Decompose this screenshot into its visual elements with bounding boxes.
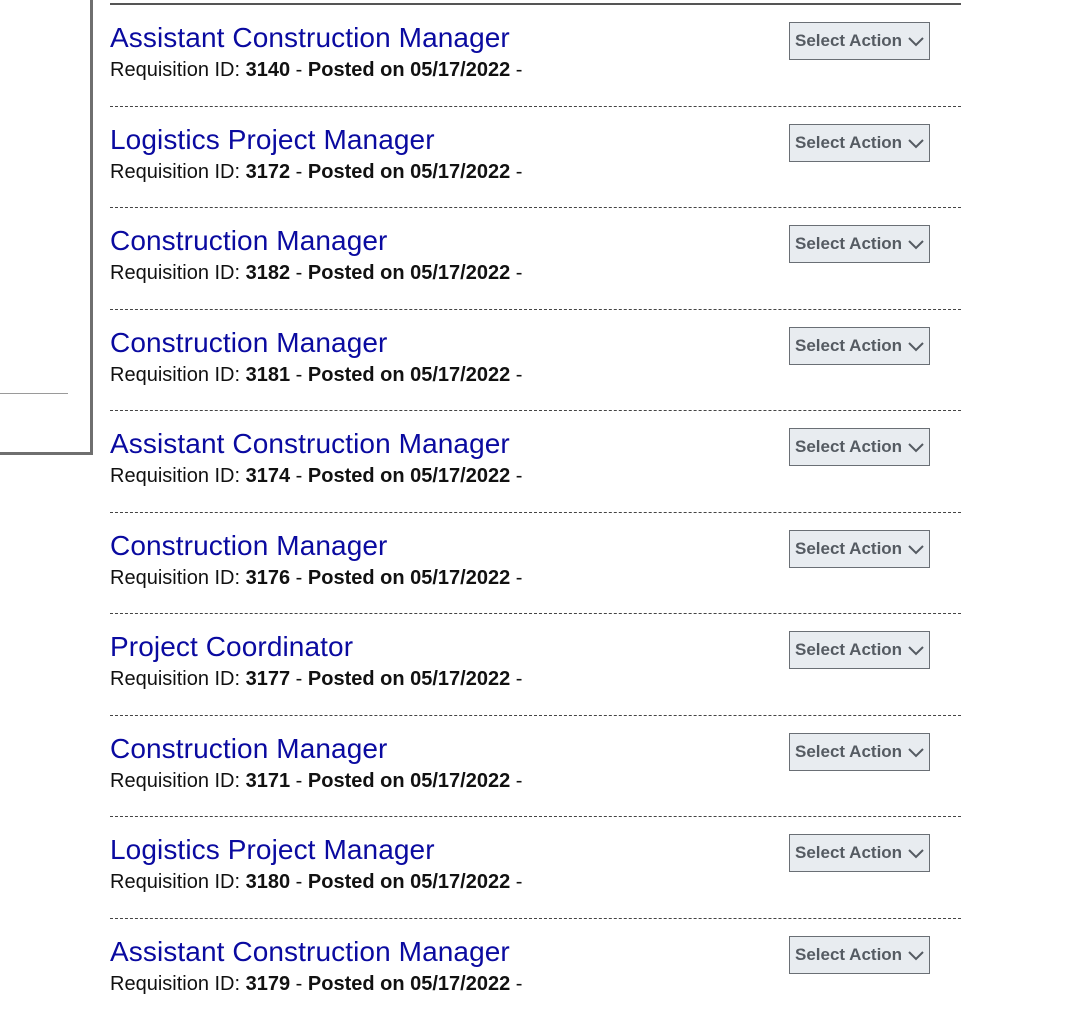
requisition-label: Requisition ID: [110, 972, 241, 995]
job-title-link[interactable]: Assistant Construction Manager [110, 22, 510, 53]
meta-separator: - [290, 465, 308, 487]
meta-trailing-separator: - [510, 871, 523, 893]
select-action-dropdown[interactable] [789, 936, 930, 974]
chevron-down-icon [907, 947, 925, 965]
requisition-label: Requisition ID: [110, 465, 241, 487]
requisition-id: 3177 [245, 668, 291, 690]
meta-separator: - [290, 972, 308, 995]
posted-date: Posted on 05/17/2022 [307, 363, 511, 386]
requisition-label: Requisition ID: [110, 769, 241, 792]
select-action-dropdown[interactable] [789, 22, 930, 60]
select-action-dropdown[interactable] [789, 834, 930, 872]
select-action-dropdown[interactable] [789, 530, 930, 568]
meta-trailing-separator: - [510, 769, 523, 792]
meta-separator: - [290, 160, 308, 183]
posted-date: Posted on 05/17/2022 [307, 668, 511, 690]
requisition-id: 3174 [245, 465, 291, 487]
posted-date: Posted on 05/17/2022 [307, 871, 511, 893]
job-meta-line [110, 972, 522, 996]
select-action-label: Select Action [795, 944, 903, 964]
job-listing-row [110, 310, 961, 412]
job-listing-row [110, 411, 961, 513]
select-action-dropdown[interactable] [789, 733, 930, 771]
requisition-id: 3172 [245, 160, 291, 183]
requisition-label: Requisition ID: [110, 668, 241, 690]
requisition-label: Requisition ID: [110, 363, 241, 386]
job-title-link[interactable]: Construction Manager [110, 326, 388, 358]
requisition-id: 3140 [245, 59, 291, 81]
select-action-label: Select Action [795, 335, 903, 355]
select-action-dropdown[interactable] [789, 225, 930, 263]
requisition-id: 3171 [245, 769, 291, 792]
chevron-down-icon [907, 135, 925, 153]
meta-trailing-separator: - [510, 363, 523, 386]
job-title-link[interactable]: Assistant Construction Manager [110, 935, 510, 967]
posted-date: Posted on 05/17/2022 [307, 262, 511, 284]
meta-separator: - [290, 363, 308, 386]
job-meta-line [110, 769, 522, 793]
job-listing-row [110, 513, 961, 615]
posted-date: Posted on 05/17/2022 [307, 769, 511, 792]
job-meta-line [110, 363, 522, 387]
meta-trailing-separator: - [510, 160, 523, 183]
job-meta-line [110, 58, 522, 82]
select-action-dropdown[interactable] [789, 631, 930, 669]
posted-date: Posted on 05/17/2022 [307, 465, 511, 487]
meta-separator: - [290, 262, 308, 284]
job-results-list [110, 5, 961, 1020]
meta-separator: - [290, 769, 308, 792]
select-action-dropdown[interactable] [789, 124, 930, 162]
chevron-down-icon [907, 744, 925, 762]
meta-trailing-separator: - [510, 465, 523, 487]
posted-date: Posted on 05/17/2022 [307, 160, 511, 183]
job-listing-row [110, 107, 961, 209]
job-title-link[interactable]: Construction Manager [110, 225, 388, 256]
chevron-down-icon [907, 541, 925, 559]
chevron-down-icon [907, 236, 925, 254]
chevron-down-icon [907, 439, 925, 457]
meta-separator: - [290, 566, 308, 589]
meta-separator: - [290, 668, 308, 690]
chevron-down-icon [907, 33, 925, 51]
job-meta-line [110, 464, 522, 488]
left-filter-panel [0, 0, 93, 455]
requisition-id: 3179 [245, 972, 291, 995]
requisition-id: 3176 [245, 566, 291, 589]
select-action-label: Select Action [795, 437, 903, 456]
posted-date: Posted on 05/17/2022 [307, 972, 511, 995]
chevron-down-icon [907, 642, 925, 660]
meta-trailing-separator: - [510, 59, 523, 81]
job-listing-row [110, 716, 961, 818]
requisition-id: 3181 [245, 363, 291, 386]
chevron-down-icon [907, 845, 925, 863]
job-title-link[interactable]: Project Coordinator [110, 631, 354, 662]
select-action-label: Select Action [795, 843, 903, 862]
left-panel-divider [0, 393, 68, 394]
job-listing-row [110, 614, 961, 716]
requisition-id: 3182 [245, 262, 291, 284]
job-title-link[interactable]: Logistics Project Manager [110, 123, 435, 155]
posted-date: Posted on 05/17/2022 [307, 59, 511, 81]
job-meta-line [110, 160, 522, 184]
select-action-label: Select Action [795, 538, 903, 558]
job-listing-row [110, 817, 961, 919]
requisition-label: Requisition ID: [110, 566, 241, 589]
job-title-link[interactable]: Logistics Project Manager [110, 834, 435, 865]
job-title-link[interactable]: Assistant Construction Manager [110, 428, 510, 459]
select-action-label: Select Action [795, 741, 903, 761]
job-listing-row [110, 919, 961, 1021]
meta-trailing-separator: - [510, 566, 523, 589]
chevron-down-icon [907, 338, 925, 356]
job-title-link[interactable]: Construction Manager [110, 732, 388, 764]
job-meta-line [110, 261, 522, 285]
select-action-label: Select Action [795, 640, 903, 659]
select-action-dropdown[interactable] [789, 327, 930, 365]
job-meta-line [110, 667, 522, 691]
meta-trailing-separator: - [510, 972, 523, 995]
requisition-id: 3180 [245, 871, 291, 893]
job-meta-line [110, 870, 522, 894]
meta-separator: - [290, 871, 308, 893]
posted-date: Posted on 05/17/2022 [307, 566, 511, 589]
select-action-label: Select Action [795, 234, 903, 253]
requisition-label: Requisition ID: [110, 871, 241, 893]
meta-trailing-separator: - [510, 262, 523, 284]
job-listing-row [110, 5, 961, 107]
requisition-label: Requisition ID: [110, 262, 241, 284]
requisition-label: Requisition ID: [110, 160, 241, 183]
select-action-label: Select Action [795, 132, 903, 152]
job-listing-row [110, 208, 961, 310]
select-action-dropdown[interactable] [789, 428, 930, 466]
requisition-label: Requisition ID: [110, 59, 241, 81]
job-meta-line [110, 566, 522, 590]
meta-separator: - [290, 59, 308, 81]
job-title-link[interactable]: Construction Manager [110, 529, 388, 561]
select-action-label: Select Action [795, 31, 903, 50]
meta-trailing-separator: - [510, 668, 523, 690]
